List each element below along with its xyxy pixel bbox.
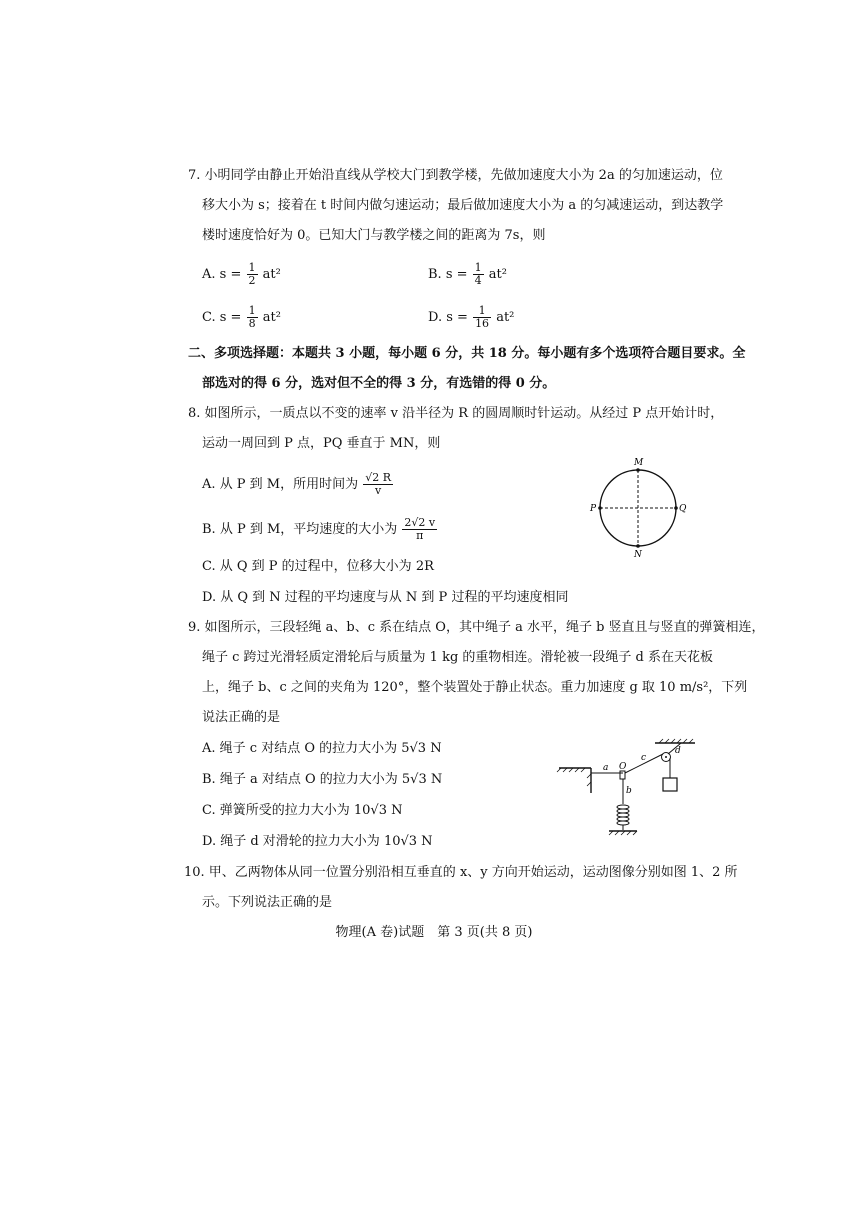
q8-option-d: D. 从 Q 到 N 过程的平均速度与从 N 到 P 过程的平均速度相同 [202, 590, 569, 605]
q9-option-c: C. 弹簧所受的拉力大小为 10√3 N [202, 803, 403, 818]
weight [663, 778, 677, 791]
q8-line-1: 8. 如图所示，一质点以不变的速率 v 沿半径为 R 的圆周顺时针运动。从经过 P 点开始计时， [188, 406, 724, 421]
q7-option-c: C. s = $\frac{1}{8}$ at² [202, 304, 281, 330]
q7-option-d: D. s = $\frac{1}{16}$ at² [428, 304, 515, 330]
q8-option-c: C. 从 Q 到 P 的过程中，位移大小为 2R [202, 559, 434, 574]
q7-line-3: 楼时速度恰好为 0。已知大门与教学楼之间的距离为 7s，则 [202, 228, 546, 243]
q8-circle-figure [590, 460, 690, 560]
q9-line-2: 绳子 c 跨过光滑轻质定滑轮后与质量为 1 kg 的重物相连。滑轮被一段绳子 d 系在天花板 [202, 650, 713, 665]
q9-option-b: B. 绳子 a 对结点 O 的拉力大小为 5√3 N [202, 772, 443, 787]
label-c: c [641, 753, 647, 763]
q9-option-a: A. 绳子 c 对结点 O 的拉力大小为 5√3 N [202, 741, 442, 756]
label-a: a [603, 763, 609, 773]
q9-option-d: D. 绳子 d 对滑轮的拉力大小为 10√3 N [202, 834, 433, 849]
section2-heading-1: 二、多项选择题：本题共 3 小题，每小题 6 分，共 18 分。每小题有多个选项符合题目要求。全 [188, 346, 746, 361]
q9-line-1: 9. 如图所示，三段轻绳 a、b、c 系在结点 O，其中绳子 a 水平，绳子 b 竖直且与竖直的弹簧相连， [188, 620, 765, 635]
q7-option-a: A. s = $\frac{1}{2}$ at² [202, 261, 281, 287]
q7-option-b: B. s = $\frac{1}{4}$ at² [428, 261, 507, 287]
section2-heading-2: 部选对的得 6 分，选对但不全的得 3 分，有选错的得 0 分。 [202, 376, 556, 391]
knot-o [620, 771, 625, 779]
label-p: P [590, 504, 597, 514]
label-d: d [675, 746, 681, 756]
q7-line-1: 7. 小明同学由静止开始沿直线从学校大门到教学楼，先做加速度大小为 2a 的匀加速运动，位 [188, 168, 723, 183]
label-q: Q [679, 504, 687, 514]
spring [617, 805, 629, 825]
label-n: N [634, 550, 642, 560]
q10-line-2: 示。下列说法正确的是 [202, 895, 333, 910]
page-footer: 物理(A 卷)试题 第 3 页(共 8 页) [335, 925, 533, 940]
q8-option-a: A. 从 P 到 M，所用时间为 $\frac{√2 R}{v}$ [202, 471, 392, 497]
q9-rope-figure [557, 738, 697, 838]
q10-line-1: 10. 甲、乙两物体从同一位置分别沿相互垂直的 x、y 方向开始运动，运动图像分别如图 1、2 所 [184, 865, 738, 880]
q9-line-3: 上，绳子 b、c 之间的夹角为 120°，整个装置处于静止状态。重力加速度 g 取 10 m/s²，下列 [202, 680, 748, 695]
q8-line-2: 运动一周回到 P 点，PQ 垂直于 MN，则 [202, 436, 441, 451]
q8-option-b: B. 从 P 到 M，平均速度的大小为 $\frac{2√2 v}{\pi}$ [202, 516, 436, 542]
label-m: M [634, 458, 644, 468]
label-b: b [626, 786, 632, 796]
q7-line-2: 移大小为 s；接着在 t 时间内做匀速运动；最后做加速度大小为 a 的匀减速运动，到达教学 [202, 198, 724, 213]
q9-line-4: 说法正确的是 [202, 710, 281, 725]
label-o: O [619, 762, 627, 772]
